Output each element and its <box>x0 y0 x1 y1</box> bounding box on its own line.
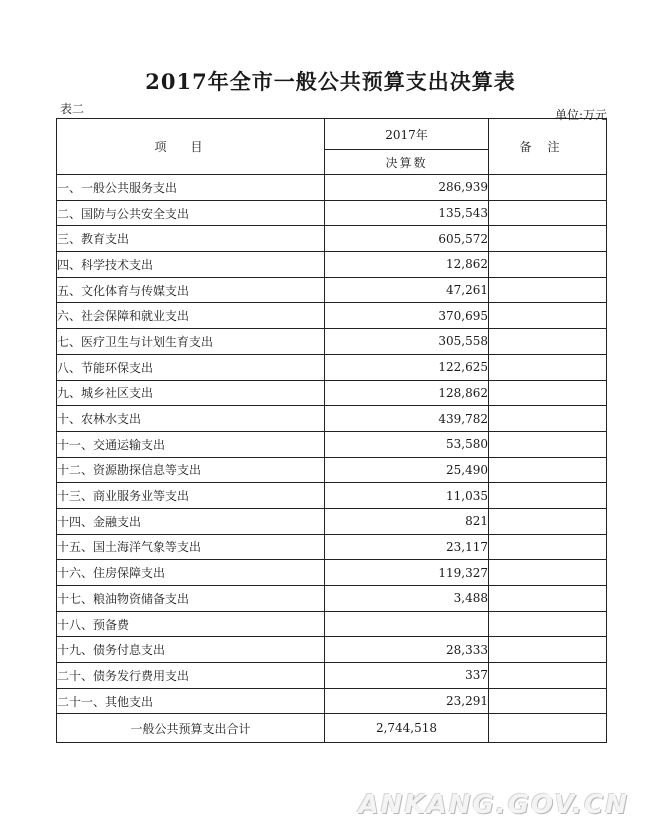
row-name: 十八、预备费 <box>57 611 325 637</box>
row-note <box>489 431 607 457</box>
table-row <box>57 406 607 432</box>
row-note <box>489 200 607 226</box>
table-row <box>57 611 607 637</box>
budget-table <box>56 118 607 743</box>
table-row <box>57 483 607 509</box>
table-row <box>57 637 607 663</box>
row-amount: 11,035 <box>325 483 489 509</box>
row-note <box>489 303 607 329</box>
row-name: 四、科学技术支出 <box>57 252 325 278</box>
header-note: 备注 <box>489 119 607 175</box>
row-amount: 53,580 <box>325 431 489 457</box>
row-name: 十、农林水支出 <box>57 406 325 432</box>
table-row <box>57 688 607 714</box>
table-row <box>57 431 607 457</box>
table-row <box>57 534 607 560</box>
table-row <box>57 586 607 612</box>
table-body <box>57 175 607 743</box>
table-row <box>57 560 607 586</box>
row-name: 十一、交通运输支出 <box>57 431 325 457</box>
row-note <box>489 406 607 432</box>
table-row <box>57 457 607 483</box>
row-name: 十五、国土海洋气象等支出 <box>57 534 325 560</box>
table-row <box>57 277 607 303</box>
header-final-amount: 决算数 <box>325 150 489 175</box>
table-row <box>57 354 607 380</box>
row-note <box>489 175 607 201</box>
row-name: 十四、金融支出 <box>57 508 325 534</box>
total-note <box>489 714 607 743</box>
row-amount: 12,862 <box>325 252 489 278</box>
row-name: 三、教育支出 <box>57 226 325 252</box>
row-note <box>489 508 607 534</box>
table-row <box>57 303 607 329</box>
total-amount: 2,744,518 <box>325 714 489 743</box>
table-number: 表二 <box>60 102 85 116</box>
row-name: 六、社会保障和就业支出 <box>57 303 325 329</box>
row-note <box>489 226 607 252</box>
row-note <box>489 329 607 355</box>
row-amount: 122,625 <box>325 354 489 380</box>
row-name: 一、一般公共服务支出 <box>57 175 325 201</box>
row-amount: 305,558 <box>325 329 489 355</box>
row-note <box>489 457 607 483</box>
table-row <box>57 226 607 252</box>
row-name: 五、文化体育与传媒支出 <box>57 277 325 303</box>
table-row <box>57 200 607 226</box>
table-row <box>57 175 607 201</box>
row-amount: 439,782 <box>325 406 489 432</box>
table-row <box>57 508 607 534</box>
row-name: 十九、债务付息支出 <box>57 637 325 663</box>
row-amount: 25,490 <box>325 457 489 483</box>
row-note <box>489 688 607 714</box>
unit-label: 单位:万元 <box>554 108 607 122</box>
row-amount: 23,117 <box>325 534 489 560</box>
row-amount: 23,291 <box>325 688 489 714</box>
table-row <box>57 252 607 278</box>
table-row <box>57 663 607 689</box>
row-name: 二、国防与公共安全支出 <box>57 200 325 226</box>
row-amount: 3,488 <box>325 586 489 612</box>
page-title: 2017年全市一般公共预算支出决算表 <box>145 69 516 94</box>
row-name: 十三、商业服务业等支出 <box>57 483 325 509</box>
table-row <box>57 329 607 355</box>
row-amount <box>325 611 489 637</box>
row-amount: 286,939 <box>325 175 489 201</box>
row-name: 二十一、其他支出 <box>57 688 325 714</box>
row-amount: 370,695 <box>325 303 489 329</box>
row-note <box>489 277 607 303</box>
row-note <box>489 586 607 612</box>
row-note <box>489 252 607 278</box>
row-note <box>489 560 607 586</box>
header-year: 2017年 <box>325 119 489 150</box>
row-amount: 605,572 <box>325 226 489 252</box>
row-note <box>489 380 607 406</box>
row-amount: 337 <box>325 663 489 689</box>
header-item: 项目 <box>57 119 325 175</box>
total-row <box>57 714 607 743</box>
row-note <box>489 611 607 637</box>
row-name: 九、城乡社区支出 <box>57 380 325 406</box>
row-amount: 128,862 <box>325 380 489 406</box>
row-name: 八、节能环保支出 <box>57 354 325 380</box>
row-amount: 47,261 <box>325 277 489 303</box>
total-label: 一般公共预算支出合计 <box>57 714 325 743</box>
row-note <box>489 534 607 560</box>
row-name: 七、医疗卫生与计划生育支出 <box>57 329 325 355</box>
site-watermark: ANKANG.GOV.CN <box>358 790 629 820</box>
row-note <box>489 483 607 509</box>
row-amount: 135,543 <box>325 200 489 226</box>
row-name: 十二、资源勘探信息等支出 <box>57 457 325 483</box>
row-name: 二十、债务发行费用支出 <box>57 663 325 689</box>
row-note <box>489 637 607 663</box>
row-amount: 28,333 <box>325 637 489 663</box>
row-note <box>489 663 607 689</box>
row-name: 十七、粮油物资储备支出 <box>57 586 325 612</box>
table-row <box>57 380 607 406</box>
row-amount: 119,327 <box>325 560 489 586</box>
row-note <box>489 354 607 380</box>
row-name: 十六、住房保障支出 <box>57 560 325 586</box>
row-amount: 821 <box>325 508 489 534</box>
